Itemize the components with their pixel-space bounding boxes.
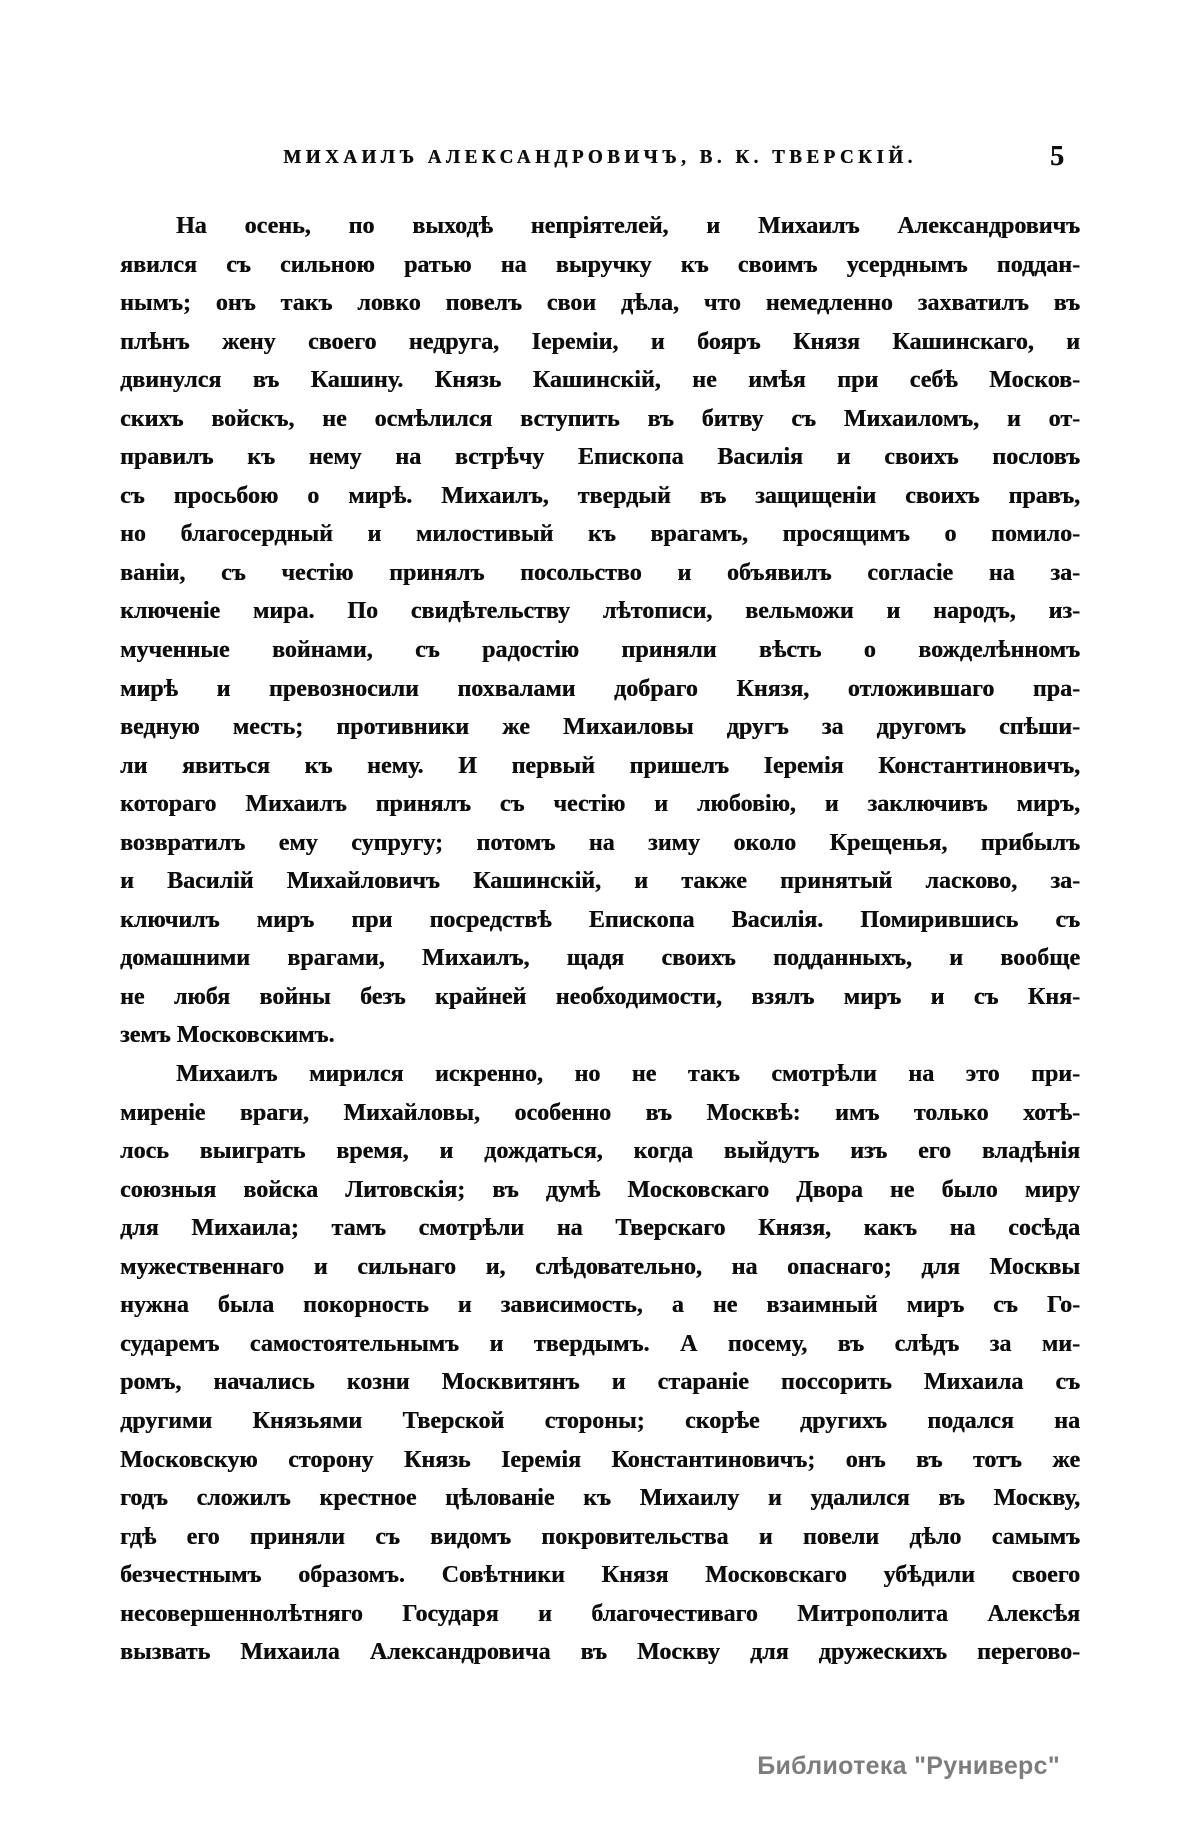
text-line: явился съ сильною ратью на выручку къ своимъ усерднымъ поддан- [120,251,1080,278]
text-line: ли явиться къ нему. И первый пришелъ Іеремія Константиновичъ, [120,752,1080,779]
text-line: и Василій Михайловичъ Кашинскій, и также принятый ласково, за- [120,868,1080,895]
text-line: домашними врагами, Михаилъ, щадя своихъ подданныхъ, и вообще [120,945,1080,972]
text-line: возвратилъ ему супругу; потомъ на зиму около Крещенья, прибылъ [120,829,1080,856]
text-line: ведную месть; противники же Михаиловы другъ за другомъ спѣши- [120,714,1080,741]
text-line: для Михаила; тамъ смотрѣли на Тверскаго Князя, какъ на сосѣда [120,1215,1080,1242]
text-line: земъ Московскимъ. [120,1022,335,1049]
text-line: безчестнымъ образомъ. Совѣтники Князя Московскаго убѣдили своего [120,1562,1080,1589]
text-line: двинулся въ Кашину. Князь Кашинскій, не имѣя при себѣ Москов- [120,367,1080,394]
text-line: союзныя войска Литовскія; въ думѣ Московскаго Двора не было миру [120,1176,1080,1203]
page-number: 5 [1050,141,1064,172]
text-line: правилъ къ нему на встрѣчу Епископа Василія и своихъ пословъ [120,444,1080,471]
text-line: Михаилъ мирился искренно, но не такъ смотрѣли на это при- [176,1061,1080,1088]
text-line: мученные войнами, съ радостію приняли вѣсть о вожделѣнномъ [120,637,1080,664]
text-line: вызвать Михаила Александровича въ Москву для дружескихъ перегово- [120,1639,1080,1666]
text-line: котораго Михаилъ принялъ съ честію и любовію, и заключивъ миръ, [120,791,1080,818]
text-line: ключилъ миръ при посредствѣ Епископа Василія. Помирившись съ [120,906,1080,933]
text-line: несовершеннолѣтняго Государя и благочестиваго Митрополита Алексѣя [120,1600,1080,1627]
text-line: но благосердный и милостивый къ врагамъ, просящимъ о помило- [120,521,1080,548]
text-line: нымъ; онъ такъ ловко повелъ свои дѣла, что немедленно захватилъ въ [120,290,1080,317]
text-line: скихъ войскъ, не осмѣлился вступить въ битву съ Михаиломъ, и от- [120,405,1080,432]
text-line: Московскую сторону Князь Іеремія Константиновичъ; онъ въ тотъ же [120,1446,1080,1473]
text-line: другими Князьями Тверской стороны; скорѣе другихъ подался на [120,1407,1080,1434]
text-line: не любя войны безъ крайней необходимости, взялъ миръ и съ Кня- [120,983,1080,1010]
text-line: съ просьбою о мирѣ. Михаилъ, твердый въ защищеніи своихъ правъ, [120,482,1080,509]
text-line: мужественнаго и сильнаго и, слѣдовательно, на опаснаго; для Москвы [120,1253,1080,1280]
text-line: ваніи, съ честію принялъ посольство и объявилъ согласіе на за- [120,559,1080,586]
text-line: На осень, по выходѣ непріятелей, и Михаилъ Александровичъ [176,213,1080,239]
library-watermark: Библиотека "Руниверс" [757,1752,1060,1780]
text-line: сударемъ самостоятельнымъ и твердымъ. А посему, въ слѣдъ за ми- [120,1330,1080,1357]
paragraph [120,1055,1080,1672]
running-header [120,141,1080,181]
text-line: гдѣ его приняли съ видомъ покровительства и повели дѣло самымъ [120,1523,1080,1550]
text-line: плѣнъ жену своего недруга, Іереміи, и бояръ Князя Кашинскаго, и [120,328,1080,355]
paragraph [120,207,1080,1055]
text-line: лось выиграть время, и дождаться, когда выйдутъ изъ его владѣнія [120,1138,1080,1165]
text-line: ключеніе мира. По свидѣтельству лѣтописи, вельможи и народъ, из- [120,598,1080,625]
text-line: мирѣ и превозносили похвалами добраго Князя, отложившаго пра- [120,675,1080,702]
text-line: годъ сложилъ крестное цѣлованіе къ Михаилу и удалился въ Москву, [120,1485,1080,1512]
page-text-block [120,207,1080,1672]
text-line: миреніе враги, Михайловы, особенно въ Москвѣ: имъ только хотѣ- [120,1099,1080,1126]
running-title: МИХАИЛЪ АЛЕКСАНДРОВИЧЪ, В. К. ТВЕРСКІЙ. [283,146,917,169]
text-line: ромъ, начались козни Москвитянъ и стараніе поссорить Михаила съ [120,1369,1080,1396]
text-line: нужна была покорность и зависимость, а не взаимный миръ съ Го- [120,1292,1080,1319]
